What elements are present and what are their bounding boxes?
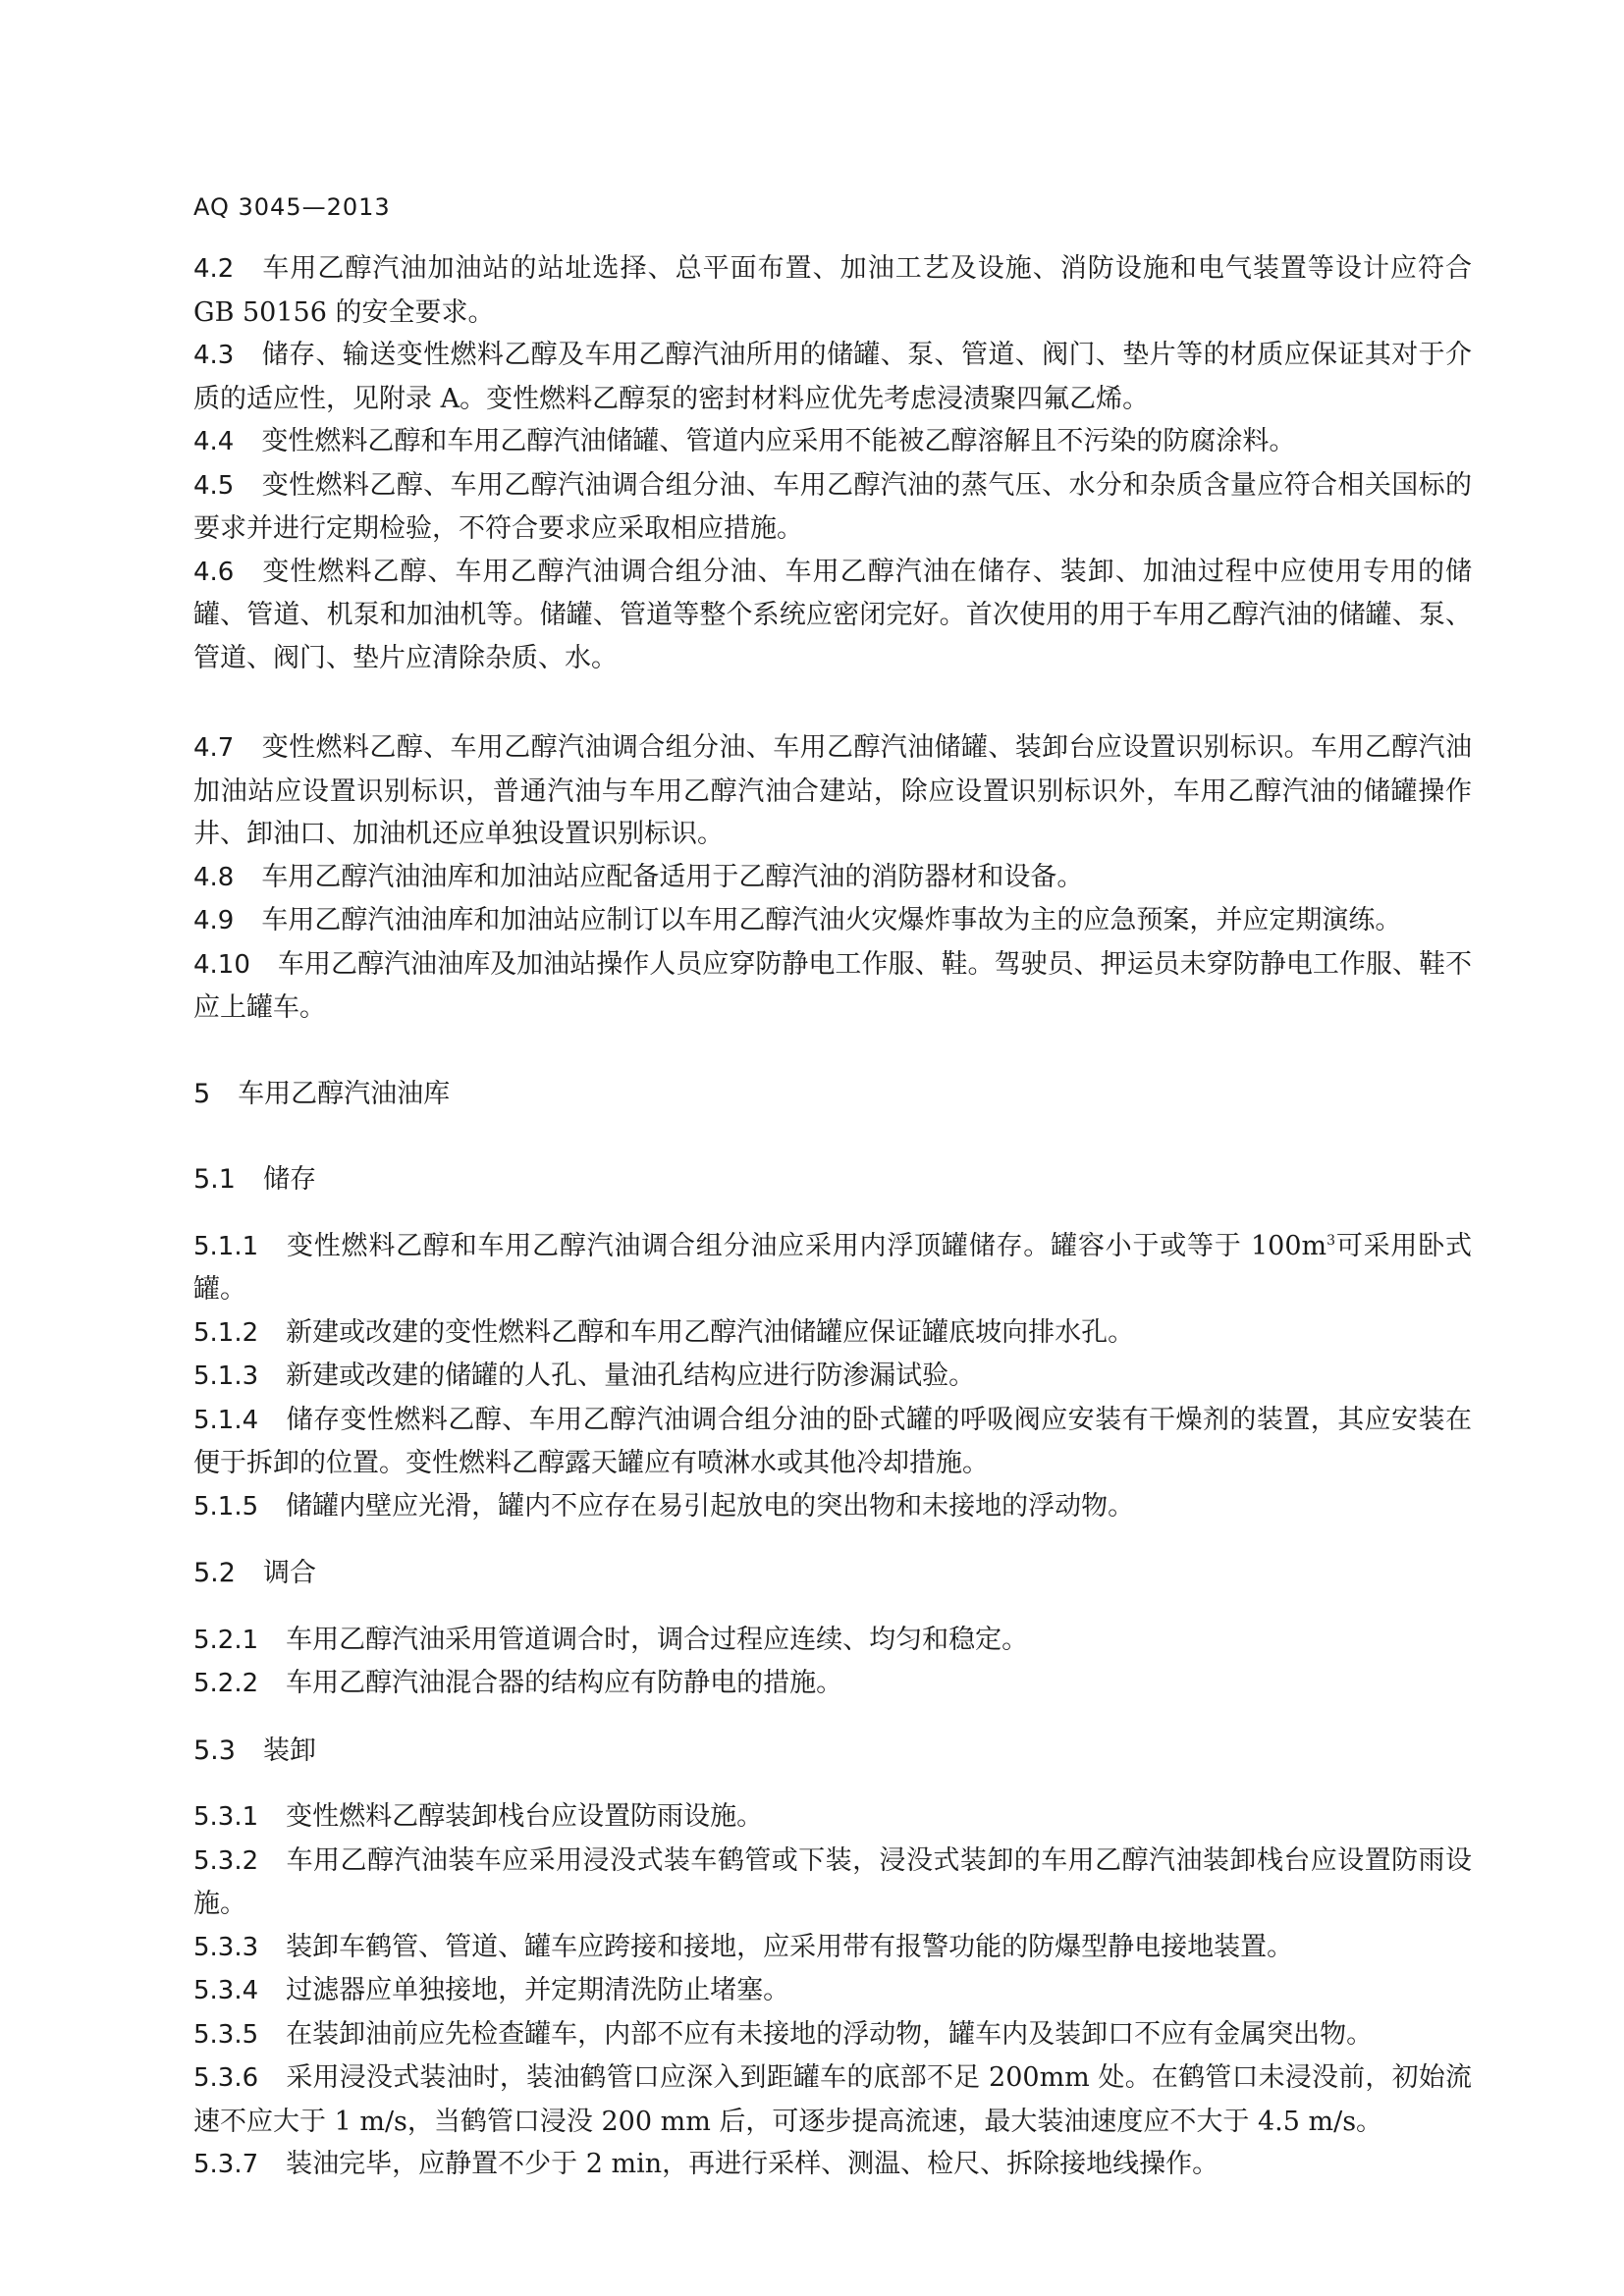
clause-text: 车用乙醇汽油油库和加油站应配备适用于乙醇汽油的消防器材和设备。 <box>261 861 1084 892</box>
section-number: 5.3 <box>193 1735 236 1766</box>
section-title: 装卸 <box>262 1735 316 1766</box>
clause-number: 4.8 <box>193 862 235 892</box>
clause-5-1-1 <box>193 1225 1472 1311</box>
clause-number: 5.3.2 <box>193 1845 259 1876</box>
clause-text: 车用乙醇汽油油库及加油站操作人员应穿防静电工作服、鞋。驾驶员、押运员未穿防静电工作服、鞋不应上罐车。 <box>193 948 1472 1023</box>
clause-number: 5.3.3 <box>193 1932 259 1962</box>
clause-number: 4.10 <box>193 949 250 980</box>
section-5-3-heading <box>193 1730 1472 1773</box>
clause-number: 4.6 <box>193 557 235 587</box>
section-title: 储存 <box>262 1164 316 1195</box>
section-title: 调合 <box>262 1558 316 1588</box>
clause-text: 变性燃料乙醇、车用乙醇汽油调合组分油、车用乙醇汽油在储存、装卸、加油过程中应使用专用的储罐、管道、机泵和加油机等。储罐、管道等整个系统应密闭完好。首次使用的用于车用乙醇汽油的储罐、泵、管道、阀门、垫片应清除杂质、水。 <box>193 556 1472 673</box>
clause-text: 车用乙醇汽油混合器的结构应有防静电的措施。 <box>286 1668 843 1698</box>
clause-4-6 <box>193 551 1472 680</box>
section-number: 5.1 <box>193 1164 236 1195</box>
clause-text: 装油完毕，应静置不少于 2 min，再进行采样、测温、检尺、拆除接地线操作。 <box>286 2149 1219 2179</box>
clause-5-3-7 <box>193 2143 1472 2187</box>
clause-number: 5.1.1 <box>193 1231 259 1261</box>
clause-text: 变性燃料乙醇、车用乙醇汽油调合组分油、车用乙醇汽油储罐、装卸台应设置识别标识。车用乙醇汽油加油站应设置识别标识，普通汽油与车用乙醇汽油合建站，除应设置识别标识外，车用乙醇汽油的储罐操作井、卸油口、加油机还应单独设置识别标识。 <box>193 732 1472 849</box>
clause-4-8 <box>193 856 1472 900</box>
clause-number: 5.1.2 <box>193 1317 259 1348</box>
clause-number: 4.9 <box>193 906 235 935</box>
section-number: 5 <box>193 1078 211 1109</box>
clause-4-10 <box>193 943 1472 1030</box>
clause-number: 4.3 <box>193 341 235 370</box>
clause-number: 5.1.5 <box>193 1491 259 1522</box>
clause-text-cont: 可采用卧式罐。 <box>193 1230 1472 1305</box>
clause-text: 变性燃料乙醇和车用乙醇汽油调合组分油应采用内浮顶罐储存。罐容小于或等于 100m <box>286 1230 1327 1261</box>
clause-number: 5.3.4 <box>193 1976 259 2005</box>
clause-5-3-4 <box>193 1969 1472 2013</box>
clause-text: 车用乙醇汽油加油站的站址选择、总平面布置、加油工艺及设施、消防设施和电气装置等设计应符合 GB 50156 的安全要求。 <box>193 253 1472 328</box>
clause-5-2-1 <box>193 1619 1472 1663</box>
clause-text: 储罐内壁应光滑，罐内不应存在易引起放电的突出物和未接地的浮动物。 <box>286 1490 1135 1522</box>
section-5-2-heading <box>193 1552 1472 1595</box>
clause-5-1-4 <box>193 1399 1472 1485</box>
section-title: 车用乙醇汽油油库 <box>238 1078 451 1109</box>
clause-number: 5.1.4 <box>193 1405 259 1435</box>
section-5-heading <box>193 1073 1472 1116</box>
clause-text: 变性燃料乙醇装卸栈台应设置防雨设施。 <box>286 1801 764 1832</box>
clause-4-4 <box>193 420 1472 464</box>
clause-4-9 <box>193 899 1472 943</box>
clause-4-5 <box>193 464 1472 551</box>
clause-5-3-6 <box>193 2056 1472 2143</box>
clause-number: 4.5 <box>193 470 235 501</box>
document-body <box>193 247 1472 2187</box>
clause-number: 4.4 <box>193 427 235 456</box>
clause-5-3-1 <box>193 1795 1472 1840</box>
clause-number: 5.3.7 <box>193 2150 259 2179</box>
clause-number: 5.2.1 <box>193 1625 259 1655</box>
clause-text: 储存变性燃料乙醇、车用乙醇汽油调合组分油的卧式罐的呼吸阀应安装有干燥剂的装置，其应安装在便于拆卸的位置。变性燃料乙醇露天罐应有喷淋水或其他冷却措施。 <box>193 1404 1472 1478</box>
clause-number: 5.1.3 <box>193 1362 259 1391</box>
clause-text: 装卸车鹤管、管道、罐车应跨接和接地，应采用带有报警功能的防爆型静电接地装置。 <box>286 1931 1294 1962</box>
clause-text: 车用乙醇汽油油库和加油站应制订以车用乙醇汽油火灾爆炸事故为主的应急预案，并应定期演练。 <box>261 905 1402 935</box>
clause-5-1-2 <box>193 1311 1472 1356</box>
clause-number: 5.3.6 <box>193 2063 259 2093</box>
clause-5-3-3 <box>193 1926 1472 1970</box>
clause-text: 新建或改建的变性燃料乙醇和车用乙醇汽油储罐应保证罐底坡向排水孔。 <box>286 1316 1135 1348</box>
standard-code-header: AQ 3045—2013 <box>193 193 391 221</box>
clause-number: 5.2.2 <box>193 1669 259 1698</box>
clause-4-3 <box>193 334 1472 420</box>
clause-text: 过滤器应单独接地，并定期清洗防止堵塞。 <box>286 1975 790 2005</box>
superscript: 3 <box>1326 1232 1336 1249</box>
clause-4-7 <box>193 726 1472 856</box>
section-number: 5.2 <box>193 1558 236 1588</box>
clause-text: 车用乙醇汽油采用管道调合时，调合过程应连续、均匀和稳定。 <box>286 1624 1029 1655</box>
clause-5-3-5 <box>193 2013 1472 2057</box>
clause-5-3-2 <box>193 1840 1472 1926</box>
clause-number: 5.3.5 <box>193 2019 259 2050</box>
clause-text: 新建或改建的储罐的人孔、量油孔结构应进行防渗漏试验。 <box>286 1361 976 1391</box>
clause-5-1-3 <box>193 1355 1472 1399</box>
section-5-1-heading <box>193 1158 1472 1201</box>
clause-number: 5.3.1 <box>193 1802 259 1832</box>
clause-4-2 <box>193 247 1472 334</box>
clause-text: 变性燃料乙醇、车用乙醇汽油调合组分油、车用乙醇汽油的蒸气压、水分和杂质含量应符合相关国标的要求并进行定期检验，不符合要求应采取相应措施。 <box>193 469 1472 544</box>
clause-number: 4.7 <box>193 733 235 763</box>
clause-5-2-2 <box>193 1662 1472 1706</box>
clause-text: 变性燃料乙醇和车用乙醇汽油储罐、管道内应采用不能被乙醇溶解且不污染的防腐涂料。 <box>261 426 1296 456</box>
clause-text: 车用乙醇汽油装车应采用浸没式装车鹤管或下装，浸没式装卸的车用乙醇汽油装卸栈台应设置防雨设施。 <box>193 1844 1472 1919</box>
clause-number: 4.2 <box>193 254 235 284</box>
clause-text: 采用浸没式装油时，装油鹤管口应深入到距罐车的底部不足 200mm 处。在鹤管口未浸没前，初始流速不应大于 1 m/s，当鹤管口浸没 200 mm 后，可逐步提高流速，最大装油速度应不大于 4.5 m/s。 <box>193 2062 1472 2137</box>
clause-5-1-5 <box>193 1485 1472 1529</box>
clause-text: 储存、输送变性燃料乙醇及车用乙醇汽油所用的储罐、泵、管道、阀门、垫片等的材质应保证其对于介质的适应性，见附录 A。变性燃料乙醇泵的密封材料应优先考虑浸渍聚四氟乙烯。 <box>193 340 1472 414</box>
clause-text: 在装卸油前应先检查罐车，内部不应有未接地的浮动物，罐车内及装卸口不应有金属突出物。 <box>286 2018 1374 2050</box>
